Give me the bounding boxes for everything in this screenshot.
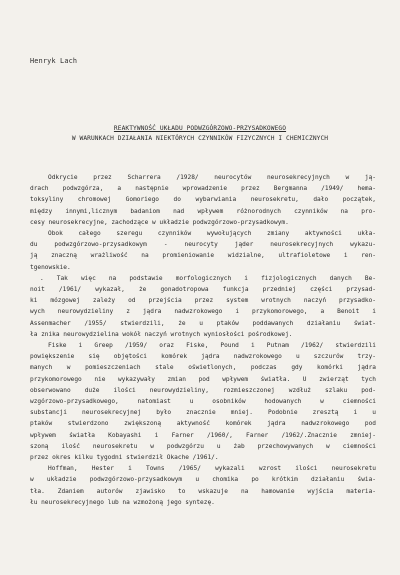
text-line: ptaków stwierdzono zwiększoną aktywność komórek jądra nadwzrokowego pod	[30, 420, 376, 428]
text-line: tgenowskie.	[30, 263, 71, 271]
title-line-1	[0, 124, 400, 134]
text-line: między innymi,licznym badaniom nad wpływem różnorodnych czynników na pro-	[30, 207, 376, 215]
text-line: cesy neurosekrecyjne, zachodzące w układzie podwzgórzowo-przysadkowym.	[30, 218, 289, 226]
text-line: powiększenie się objętości komórek jądra nadwzrokowego u szczurów trzy-	[30, 353, 376, 361]
text-line: przykomorowego nie wykazywały zmian pod wpływem światła. U zwierząt tych	[30, 375, 376, 383]
text-line: wzgórzowo-przysadkowego, natomiast u osobników hodowanych w ciemności	[30, 398, 376, 406]
text-line: ki mózgowej zależy od przejścia przez system wrotnych naczyń przysadko-	[30, 297, 376, 305]
text-line: Assenmacher /1955/ stwierdzili, że u ptaków poddawanych działaniu świat-	[30, 319, 376, 327]
text-line: wpływem światła Kobayashi i Farner /1960/, Farner /1962/.Znacznie zmniej-	[30, 431, 376, 439]
author-name: Henryk Lach	[30, 57, 78, 65]
document-title	[0, 124, 400, 144]
text-line: noit /1961/ wykazał, że gonadotropowa funkcja przedniej części przysad-	[30, 286, 376, 294]
text-line: Odkrycie przez Scharrera /1928/ neurocytów neurosekrecyjnych w ją-	[48, 174, 376, 181]
text-line: Obok całego szeregu czynników wywołujących zmiany aktywności ukła-	[48, 230, 376, 238]
text-line: łu neurosekrecyjnego lub na wzmożoną jego syntezę.	[30, 498, 215, 506]
text-line: Hoffman, Hester i Towns /1965/ wykazali wzrost ilości neurosekretu	[48, 465, 376, 473]
text-line: du podwzgórzowo-przysadkowym - neurocyty jąder neurosekrecyjnych wykazu-	[30, 241, 376, 249]
text-line: tła. Zdaniem autorów zjawisko to wskazuje na hamowanie wyjścia materia-	[30, 487, 376, 495]
text-line: drach podwzgórza, a następnie wprowadzenie przez Bergmanna /1949/ hema-	[30, 185, 376, 193]
text-line: manych w pomieszczeniach stale oświetlonych, podczas gdy komórki jądra	[30, 364, 376, 372]
text-line: substancji neurosekrecyjnej było znacznie mniej. Podobnie zresztą i u	[30, 409, 376, 417]
text-line: toksyliny chromowej Gomoriego do wybarwiania neurosekretu, dało początek,	[30, 196, 376, 204]
text-line: ją znaczną wrażliwość na promieniowanie widzialne, ultrafioletowe i ren-	[30, 252, 376, 260]
title-line-1-text: REAKTYWNOŚĆ UKŁADU PODWZGÓRZOWO-PRZYSADKOWEGO	[113, 125, 287, 132]
text-line: w układzie podwzgórzowo-przysadkowym u chomika po krótkim działaniu świa-	[30, 476, 376, 484]
text-line: Fiske i Greep /1959/ oraz Fiske, Pound i Putnam /1962/ stwierdzili	[48, 342, 376, 350]
text-line: obserwowano duże ilości neurowydzieliny, rozmieszczonej wzdłuż szlaku pod-	[30, 386, 376, 394]
body-text	[30, 172, 376, 508]
text-line: . Tak więc na podstawie morfologicznych i fizjologicznych danych Be-	[40, 274, 376, 282]
text-line: wych neurowydzieliny z jądra nadwzrokowego i przykomorowego, a Benoit i	[30, 308, 376, 316]
title-line-2: W WARUNKACH DZIAŁANIA NIEKTÓRYCH CZYNNIKÓW FIZYCZNYCH I CHEMICZNYCH	[71, 135, 329, 142]
text-line: przez okres kilku tygodni stwierdził Okache /1961/.	[30, 454, 219, 462]
text-line: ła znika neurowydzielina wokół naczyń wrotnych wyniosłości pośrodkowej.	[30, 330, 293, 338]
text-line: szoną ilość neurosekretu w podwzgórzu u żab przechowywanych w ciemności	[30, 442, 376, 450]
